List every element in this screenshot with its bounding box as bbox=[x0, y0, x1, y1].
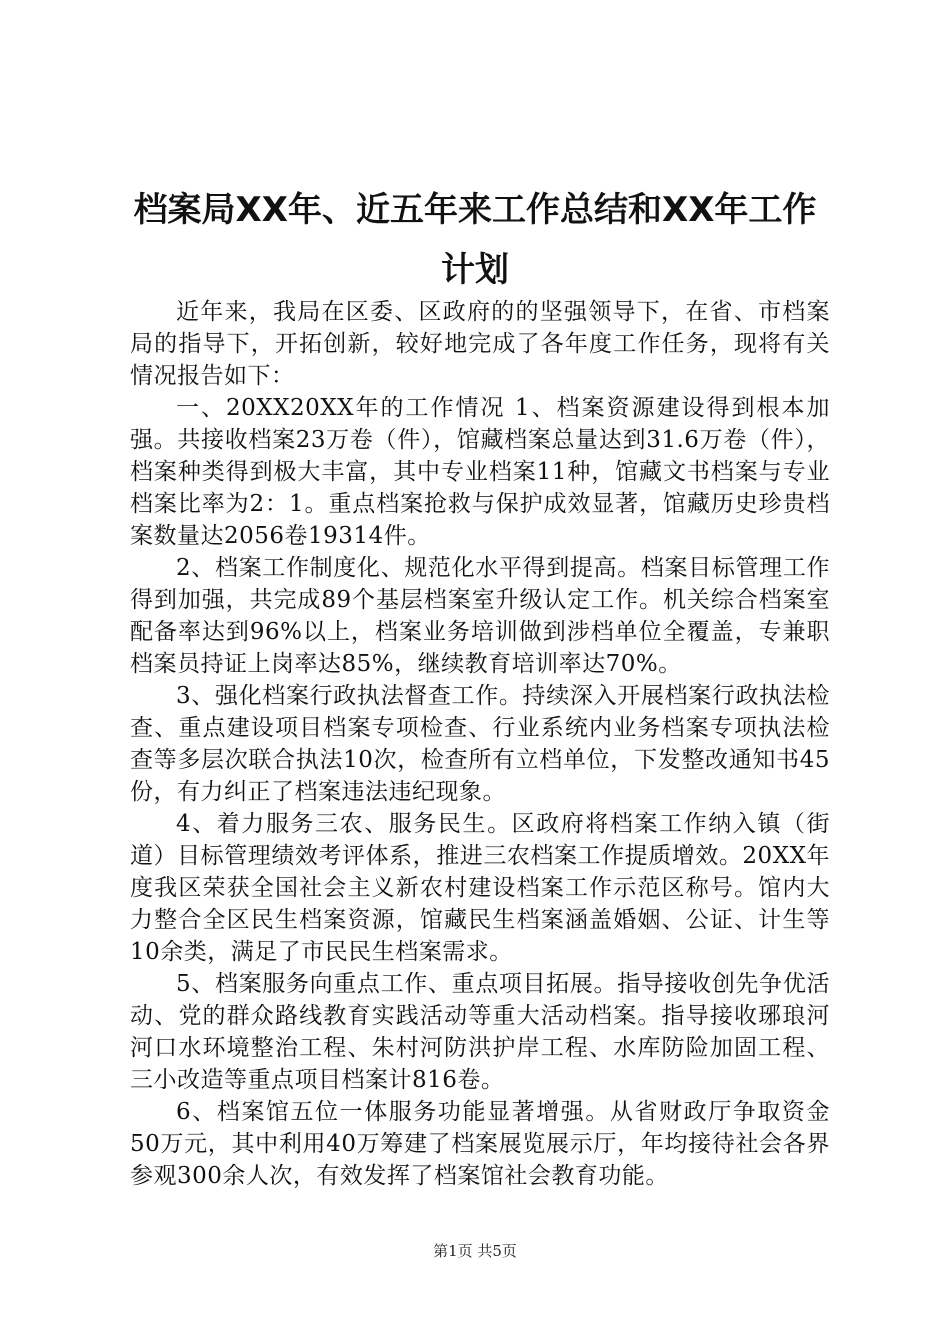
paragraph-6: 6、档案馆五位一体服务功能显著增强。从省财政厅争取资金50万元，其中利用40万筹建了档案展览展示厅，年均接待社会各界参观300余人次，有效发挥了档案馆社会教育功能。 bbox=[130, 1099, 830, 1189]
paragraph-intro: 近年来，我局在区委、区政府的的坚强领导下，在省、市档案局的指导下，开拓创新，较好地完成了各年度工作任务，现将有关情况报告如下： bbox=[130, 299, 830, 389]
page-footer: 第1页 共5页 bbox=[433, 1242, 517, 1260]
document-title bbox=[110, 180, 840, 300]
document-body bbox=[130, 296, 830, 1192]
title-line-2: 计划 bbox=[441, 250, 509, 290]
title-line-1: 档案局XX年、近五年来工作总结和XX年工作 bbox=[133, 190, 817, 230]
paragraph-3: 3、强化档案行政执法督查工作。持续深入开展档案行政执法检查、重点建设项目档案专项检查、行业系统内业务档案专项执法检查等多层次联合执法10次，检查所有立档单位，下发整改通知书45份，有力纠正了档案违法违纪现象。 bbox=[130, 683, 830, 805]
paragraph-4: 4、着力服务三农、服务民生。区政府将档案工作纳入镇（街道）目标管理绩效考评体系，推进三农档案工作提质增效。20XX年度我区荣获全国社会主义新农村建设档案工作示范区称号。馆内大力整合全区民生档案资源，馆藏民生档案涵盖婚姻、公证、计生等10余类，满足了市民民生档案需求。 bbox=[130, 811, 830, 965]
paragraph-1: 一、20XX20XX年的工作情况 1、档案资源建设得到根本加强。共接收档案23万卷（件），馆藏档案总量达到31.6万卷（件），档案种类得到极大丰富，其中专业档案11种，馆藏文书档案与专业档案比率为2：1。重点档案抢救与保护成效显著，馆藏历史珍贵档案数量达2056卷19314件。 bbox=[130, 395, 830, 549]
paragraph-2: 2、档案工作制度化、规范化水平得到提高。档案目标管理工作得到加强，共完成89个基层档案室升级认定工作。机关综合档案室配备率达到96%以上，档案业务培训做到涉档单位全覆盖，专兼职档案员持证上岗率达85%，继续教育培训率达70%。 bbox=[130, 555, 830, 677]
paragraph-5: 5、档案服务向重点工作、重点项目拓展。指导接收创先争优活动、党的群众路线教育实践活动等重大活动档案。指导接收琊琅河河口水环境整治工程、朱村河防洪护岸工程、水库防险加固工程、三小改造等重点项目档案计816卷。 bbox=[130, 971, 830, 1093]
